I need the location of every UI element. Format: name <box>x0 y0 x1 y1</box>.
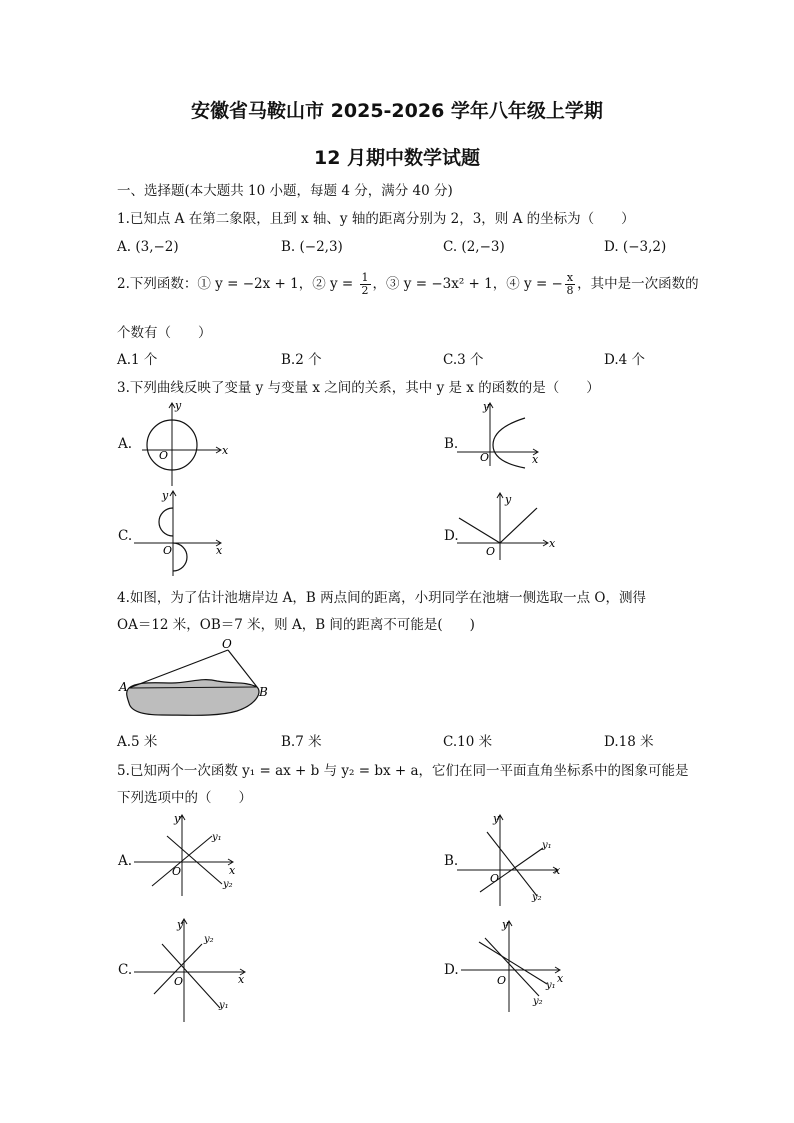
q3-graph-a-circle <box>138 400 233 490</box>
q5-label-c: C. <box>118 962 133 978</box>
svg-text:x: x <box>557 972 564 985</box>
q1-option-d: D. (−3,2) <box>604 239 667 255</box>
q3-graph-c-semicircles <box>132 488 227 578</box>
question-3-text: 3.下列曲线反映了变量 y 与变量 x 之间的关系，其中 y 是 x 的函数的是（ ） <box>117 380 600 396</box>
svg-text:O: O <box>163 544 173 557</box>
question-4-line1: 4.如图，为了估计池塘岸边 A，B 两点间的距离，小玥同学在池塘一侧选取一点 O，测得 <box>117 590 646 606</box>
q2-option-d: D.4 个 <box>604 352 646 368</box>
exam-title-line1: 安徽省马鞍山市 2025-2026 学年八年级上学期 <box>191 100 603 122</box>
svg-text:O: O <box>490 872 500 885</box>
svg-text:y: y <box>177 918 184 931</box>
q4-option-a: A.5 米 <box>117 734 158 750</box>
svg-text:O: O <box>159 449 169 462</box>
q3-label-d: D. <box>444 528 459 544</box>
q4-option-d: D.18 米 <box>604 734 654 750</box>
svg-text:y₁: y₁ <box>542 840 552 851</box>
svg-text:y₂: y₂ <box>204 934 214 945</box>
q5-label-d: D. <box>444 962 459 978</box>
q2-suffix: ，其中是一次函数的 <box>577 276 699 292</box>
q5-label-b: B. <box>444 853 459 869</box>
q4-option-b: B.7 米 <box>281 734 322 750</box>
question-5-line2: 下列选项中的（ ） <box>117 790 252 806</box>
svg-text:y: y <box>502 918 509 931</box>
section-heading: 一、选择题(本大题共 10 小题，每题 4 分，满分 40 分) <box>117 183 453 199</box>
svg-text:x: x <box>549 537 556 550</box>
svg-text:O: O <box>497 974 507 987</box>
svg-text:y: y <box>483 400 490 413</box>
q3-graph-d-absolute <box>455 490 560 565</box>
svg-text:x: x <box>238 973 245 986</box>
q2-option-c: C.3 个 <box>443 352 484 368</box>
q3-label-a: A. <box>118 436 133 452</box>
q4-option-c: C.10 米 <box>443 734 493 750</box>
svg-text:y₂: y₂ <box>533 996 543 1007</box>
q1-option-a: A. (3,−2) <box>117 239 179 255</box>
question-4-line2: OA＝12 米，OB＝7 米，则 A，B 间的距离不可能是( ) <box>117 617 475 633</box>
question-5-line1: 5.已知两个一次函数 y₁ = ax + b 与 y₂ = bx + a，它们在同一平面直角坐标系中的图象可能是 <box>117 763 689 779</box>
question-1-text: 1.已知点 A 在第二象限，且到 x 轴、y 轴的距离分别为 2，3，则 A 的坐标为（ ） <box>117 211 635 227</box>
svg-text:O: O <box>480 451 490 464</box>
q2-option-b: B.2 个 <box>281 352 322 368</box>
svg-text:y₁: y₁ <box>546 980 556 991</box>
q1-option-b: B. (−2,3) <box>281 239 343 255</box>
q2-fraction-1: $\frac{1}{2}$ <box>361 271 369 297</box>
q2-fraction-2: $\frac{x}{8}$ <box>566 271 574 297</box>
svg-text:y: y <box>493 812 500 825</box>
svg-text:y₂: y₂ <box>223 879 233 890</box>
svg-text:O: O <box>486 545 496 558</box>
q5-graph-a <box>132 812 247 897</box>
svg-text:x: x <box>216 544 223 557</box>
svg-text:y: y <box>175 399 182 412</box>
q2-option-a: A.1 个 <box>117 352 158 368</box>
svg-text:O: O <box>174 975 184 988</box>
svg-text:B: B <box>259 685 268 699</box>
svg-text:x: x <box>532 453 539 466</box>
svg-text:y: y <box>174 812 181 825</box>
svg-text:x: x <box>229 864 236 877</box>
svg-text:y₁: y₁ <box>219 1000 229 1011</box>
q5-label-a: A. <box>118 853 133 869</box>
q3-label-c: C. <box>118 528 133 544</box>
q5-graph-b <box>455 812 570 907</box>
pond-shape <box>127 680 259 716</box>
svg-text:O: O <box>172 865 182 878</box>
svg-text:x: x <box>222 444 229 457</box>
svg-text:y: y <box>505 493 512 506</box>
svg-text:x: x <box>554 864 561 877</box>
svg-text:O: O <box>222 637 232 651</box>
q5-graph-d <box>459 918 574 1013</box>
q2-prefix: 2.下列函数：① y = −2x + 1，② y = <box>117 276 358 292</box>
svg-text:y₁: y₁ <box>212 832 222 843</box>
q5-graph-c <box>132 916 252 1026</box>
q3-label-b: B. <box>444 436 459 452</box>
exam-title-line2: 12 月期中数学试题 <box>313 147 481 169</box>
svg-text:y: y <box>162 489 169 502</box>
question-2-text <box>117 272 699 297</box>
q1-option-c: C. (2,−3) <box>443 239 505 255</box>
q4-pond-figure <box>117 637 277 722</box>
svg-text:y₂: y₂ <box>532 892 542 903</box>
q3-graph-b-parabola <box>455 400 550 470</box>
q2-middle: ，③ y = −3x² + 1，④ y = − <box>372 276 563 292</box>
svg-text:A: A <box>119 680 128 694</box>
question-2-line2: 个数有（ ） <box>117 325 212 341</box>
